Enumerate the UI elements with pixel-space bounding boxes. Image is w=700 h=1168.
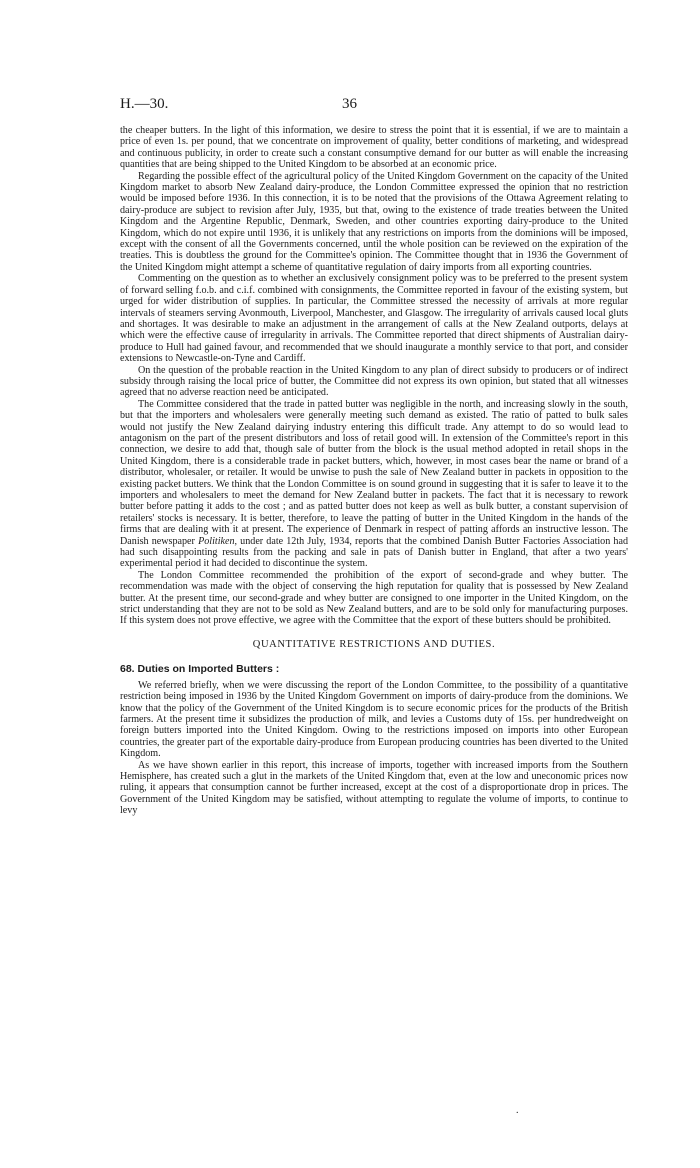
danish-continuation-text: under date 12th July, 1934, reports that the combined Danish Butter Factories Association had had such disappointing results from the packing and sale in pats of Danish butter in England, that after a two years' experimental period it had decided to discontinue the system. (120, 535, 628, 570)
section-title: QUANTITATIVE RESTRICTIONS AND DUTIES. (252, 638, 496, 650)
page-header (120, 96, 628, 118)
document-body (120, 125, 628, 817)
paragraph-quantitative-restriction: We referred briefly, when we were discussing the report of the London Committee, to the possibility of a quantitative restriction being imposed in 1936 by the United Kingdom Government on imports of dairy-produce from the dominions. We know that the policy of the Government of the United Kingdom is to secure economic prices for the products of the British farmers. At the present time it subsidizes the production of milk, and levies a Customs duty of 15s. per hundredweight on foreign butters imported into the United Kingdom. Owing to the restrictions imposed on imports into other European countries, the greater part of the exportable dairy-produce from European producing countries has been diverted to the United Kingdom. (120, 679, 628, 760)
paragraph-subsidy-reaction: On the question of the probable reaction in the United Kingdom to any plan of direct subsidy to producers or of indirect subsidy through raising the local price of butter, the Committee did not express its own opinion, but stated that all witnesses agreed that no adverse reaction need be anticipated. (120, 364, 628, 399)
paragraph-import-glut: As we have shown earlier in this report, this increase of imports, together with increased imports from the Southern Hemisphere, has created such a glut in the markets of the United Kingdom that, even at the low and uneconomic prices now ruling, it appears that consumption cannot be further increased, except at the cost of a disproportionate drop in prices. The Government of the United Kingdom may be satisfied, without attempting to regulate the volume of imports, to continue to levy (120, 759, 628, 817)
document-reference: H.—30. (120, 96, 169, 112)
newspaper-name: Politiken, (198, 535, 238, 547)
paragraph-continuation: the cheaper butters. In the light of this information, we desire to stress the point that it is essential, if we are to maintain a price of even 1s. per pound, that we concentrate on improvement of quality, better conditions of marketing, and widespread and continuous publicity, in order to create such a constant consumptive demand for our butter as will enable the increasing quantities that are being shipped to the United Kingdom to be absorbed at an economic price. (120, 125, 628, 171)
page-number: 36 (342, 96, 357, 112)
patted-butter-text: The Committee considered that the trade in patted butter was negligible in the north, and increasing slowly in the south, but that the importers and wholesalers were generally meeting such demand as existed. The ratio of patted to bulk sales would not justify the New Zealand dairying industry entering this difficult trade. Any attempt to do so would lead to antagonism on the part of the present distributors and loss of retail good will. In extension of the Committee's report in this connection, we desire to add that, though sale of butter from the block is the usual method adopted in retail shops in the United Kingdom, there is a considerable trade in packet butters, which, however, in most cases bear the name or brand of a distributor, wholesaler, or retailer. It would be unwise to push the sale of New Zealand butter in packets in opposition to the existing packet butters. We think that the London Committee is on sound ground in suggesting that it is safer to leave it to the importers and wholesalers to meet the demand for New Zealand butter in packets. The fact that it is necessary to rework butter before patting it adds to the cost ; and as patted butter does not keep as well as bulk butter, a constant supervision of retailers' stocks is necessary. It is better, therefore, to leave the patting of butter in the United Kingdom in the hands of the firms that are dealing with it at present. The experience of Denmark in respect of patting affords an instructive lesson. The Danish newspaper (120, 398, 628, 547)
paragraph-patted-butter (120, 399, 628, 570)
paragraph-agricultural-policy: Regarding the possible effect of the agricultural policy of the United Kingdom Government on the capacity of the United Kingdom market to absorb New Zealand dairy-produce, the London Committee expressed the opinion that no restriction would be imposed before 1936. In this connection, it is to be noted that the provisions of the Ottawa Agreement relating to dairy-produce are subject to revision after July, 1935, but that, owing to the existence of trade treaties between the United Kingdom and the Argentine Republic, Denmark, Sweden, and other countries exporting dairy-produce to the United Kingdom, which do not expire until 1936, it is unlikely that any restrictions on imports from the dominions will be imposed, except with the consent of all the Governments concerned, until the whole position can be reviewed on the expiration of the treaties. This is doubtless the ground for the Committee's opinion. The Committee thought that in 1936 the Government of the United Kingdom might attempt a scheme of quantitative regulation of dairy imports from all exporting countries. (120, 170, 628, 273)
paragraph-second-grade: The London Committee recommended the prohibition of the export of second-grade and whey butter. The recommendation was made with the object of conserving the high reputation for quality that is possessed by New Zealand butter. At the present time, our second-grade and whey butter are consigned to one importer in the United Kingdom, on the strict understanding that they are not to be sold as New Zealand butters, and are to be sold only for manufacturing purposes. If this system does not prove effective, we agree with the Committee that the export of these butters should be prohibited. (120, 569, 628, 627)
footer-mark: . (516, 1105, 519, 1116)
subheading: 68. Duties on Imported Butters : (120, 663, 280, 676)
paragraph-consignment-policy: Commenting on the question as to whether an exclusively consignment policy was to be preferred to the present system of forward selling f.o.b. and c.i.f. combined with consignments, the Committee reported in favour of the existing system, but urged for wider distribution of supplies. In particular, the Committee stressed the necessity of arrivals at more regular intervals of steamers serving Avonmouth, Liverpool, Manchester, and Glasgow. The irregularity of arrivals caused local gluts and shortages. It was desirable to make an adjustment in the arrangement of calls at the New Zealand outports, delays at which were the effective cause of irregularity in arrivals. The Committee reported that direct shipments of Australian dairy-produce to Hull had gained favour, and recommended that we should inaugurate a monthly service to that port, and consider extensions to Newcastle-on-Tyne and Cardiff. (120, 273, 628, 365)
